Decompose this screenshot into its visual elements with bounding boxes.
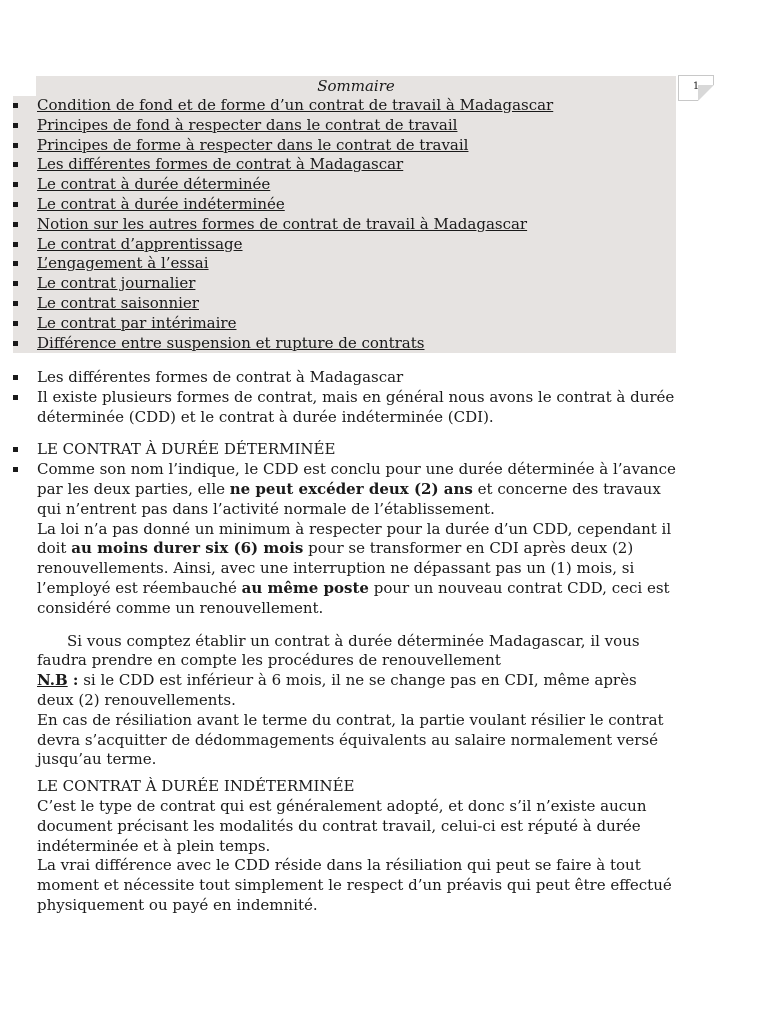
toc-item[interactable] bbox=[13, 294, 553, 314]
bullet-icon bbox=[13, 182, 18, 187]
bullet-icon bbox=[13, 447, 18, 452]
toc-link[interactable]: Le contrat journalier bbox=[37, 274, 196, 293]
note-separator: : bbox=[67, 671, 79, 690]
bullet-icon bbox=[13, 281, 18, 286]
toc-item[interactable] bbox=[13, 155, 553, 175]
paragraph-text: Comme son nom l’indique, le CDD est conclu pour une durée déterminée à l’avance par les deux parties, elle bbox=[37, 460, 676, 498]
toc-link[interactable]: Le contrat à durée déterminée bbox=[37, 175, 271, 194]
paragraph bbox=[37, 520, 677, 619]
toc-item[interactable] bbox=[13, 254, 553, 274]
bullet-icon bbox=[13, 375, 18, 380]
paragraph bbox=[37, 460, 677, 519]
toc-item[interactable] bbox=[13, 274, 553, 294]
toc-link[interactable]: Condition de fond et de forme d’un contrat de travail à Madagascar bbox=[37, 96, 554, 114]
bullet-icon bbox=[13, 123, 18, 128]
toc-item[interactable] bbox=[13, 136, 553, 156]
toc-item[interactable] bbox=[13, 195, 553, 215]
toc-link[interactable]: Le contrat à durée indéterminée bbox=[37, 194, 285, 213]
paragraph: En cas de résiliation avant le terme du contrat, la partie voulant résilier le contrat devra s’acquitter de dédommagements équivalents au salaire normalement versé jusqu’au terme. bbox=[37, 710, 664, 769]
paragraph: La vrai différence avec le CDD réside dans la résiliation qui peut se faire à tout moment et nécessite tout simplement le respect d’un préavis qui peut être effectué physiquement ou payé en indemnité. bbox=[37, 856, 672, 914]
section-heading-text: LE CONTRAT À DURÉE DÉTERMINÉE bbox=[37, 440, 336, 459]
bullet-icon bbox=[13, 103, 18, 108]
toc-link[interactable]: Principes de forme à respecter dans le contrat de travail bbox=[37, 135, 469, 154]
bullet-icon bbox=[13, 242, 18, 247]
paragraph-text: Il existe plusieurs formes de contrat, mais en général nous avons le contrat à durée déterminée (CDD) et le contrat à durée indéterminée (CDI). bbox=[37, 387, 675, 426]
bullet-icon bbox=[13, 222, 18, 227]
section-heading-text: Les différentes formes de contrat à Madagascar bbox=[37, 368, 404, 386]
note-paragraph bbox=[37, 671, 677, 711]
toc-link[interactable]: Le contrat saisonnier bbox=[37, 293, 199, 312]
section-heading bbox=[37, 368, 677, 388]
toc-link[interactable]: Différence entre suspension et rupture de contrats bbox=[37, 333, 425, 352]
paragraph bbox=[37, 388, 677, 428]
toc-link[interactable]: Notion sur les autres formes de contrat de travail à Madagascar bbox=[37, 214, 528, 233]
page-number: 1 bbox=[678, 75, 714, 101]
emphasis-text: au même poste bbox=[241, 578, 369, 597]
paragraph-text: pour se transformer en CDI après deux (2) renouvellements. Ainsi, avec une interruption ne dépassant pas un (1) mois, si l’employé est réembauché bbox=[37, 539, 635, 597]
toc-item[interactable] bbox=[13, 215, 553, 235]
paragraph-text: si le CDD est inférieur à 6 mois, il ne se change pas en CDI, même après deux (2) renouvellements. bbox=[37, 671, 637, 709]
toc-item[interactable] bbox=[13, 116, 553, 136]
bullet-icon bbox=[13, 395, 18, 400]
toc-link[interactable]: Les différentes formes de contrat à Madagascar bbox=[37, 155, 404, 174]
paragraph: C’est le type de contrat qui est généralement adopté, et donc s’il n’existe aucun document précisant les modalités du contrat travail, celui-ci est réputé à durée indéterminée et à plein temps. bbox=[37, 796, 647, 855]
document-body bbox=[37, 368, 677, 916]
paragraph: Si vous comptez établir un contrat à durée déterminée Madagascar, il vous faudra prendre en compte les procédures de renouvellement bbox=[37, 631, 640, 670]
bullet-icon bbox=[13, 261, 18, 266]
section-heading: LE CONTRAT À DURÉE INDÉTERMINÉE bbox=[37, 777, 355, 796]
bullet-icon bbox=[13, 143, 18, 148]
bullet-icon bbox=[13, 341, 18, 346]
toc-item[interactable] bbox=[13, 334, 553, 354]
toc-item[interactable] bbox=[13, 96, 553, 116]
paragraph-text: pour un nouveau contrat CDD, ceci est considéré comme un renouvellement. bbox=[37, 578, 670, 617]
toc-item[interactable] bbox=[13, 314, 553, 334]
bullet-icon bbox=[13, 321, 18, 326]
note-label: N.B bbox=[37, 671, 68, 690]
emphasis-text: ne peut excéder deux (2) ans bbox=[229, 479, 473, 498]
toc-link[interactable]: Le contrat d’apprentissage bbox=[37, 234, 243, 253]
toc-item[interactable] bbox=[13, 175, 553, 195]
bullet-icon bbox=[13, 162, 18, 167]
bullet-icon bbox=[13, 301, 18, 306]
toc-item[interactable] bbox=[13, 235, 553, 255]
paragraph-text: La loi n’a pas donné un minimum à respecter pour la durée d’un CDD, cependant il doit bbox=[37, 519, 672, 558]
toc-link[interactable]: Le contrat par intérimaire bbox=[37, 313, 237, 332]
toc-title: Sommaire bbox=[317, 77, 395, 95]
paragraph-text: et concerne des travaux qui n’entrent pas dans l’activité normale de l’établissement. bbox=[37, 479, 661, 518]
emphasis-text: au moins durer six (6) mois bbox=[71, 539, 304, 558]
table-of-contents bbox=[13, 76, 676, 353]
section-heading bbox=[37, 440, 677, 460]
toc-list bbox=[13, 96, 553, 353]
bullet-icon bbox=[13, 202, 18, 207]
toc-link[interactable]: L’engagement à l’essai bbox=[37, 254, 209, 273]
bullet-icon bbox=[13, 467, 18, 472]
toc-link[interactable]: Principes de fond à respecter dans le contrat de travail bbox=[37, 115, 458, 134]
